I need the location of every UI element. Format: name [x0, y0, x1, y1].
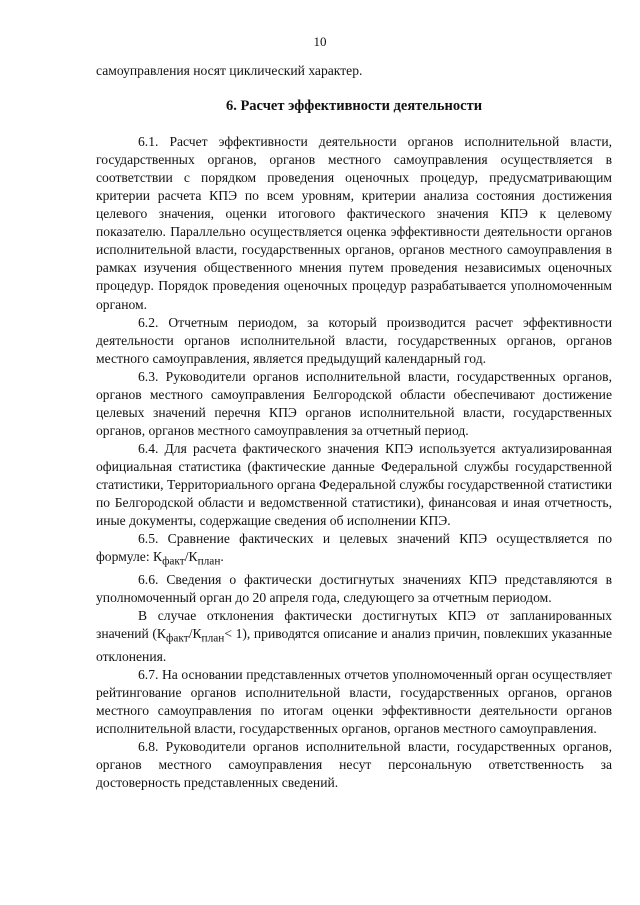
deviation-slash: /К	[188, 626, 202, 642]
page-number: 10	[313, 34, 327, 49]
formula-slash: /К	[184, 549, 198, 565]
paragraph-6-6: 6.6. Сведения о фактически достигнутых значениях КПЭ представляются в уполномоченный орган до 20 апреля года, следующего за отчетным периодом.	[96, 571, 612, 605]
paragraph-6-2: 6.2. Отчетным периодом, за который производится расчет эффективности деятельности органов исполнительной власти, государственных органов, органов местного самоуправления, является предыдущий календарный год.	[96, 314, 612, 366]
paragraph-6-8: 6.8. Руководители органов исполнительной власти, государственных органов, органов местного самоуправления несут персональную ответственность за достоверность представленных сведений.	[96, 739, 612, 791]
paragraph-deviation	[96, 607, 612, 666]
paragraph-6-5	[96, 530, 612, 571]
deviation-subscript-plan: план	[201, 632, 225, 645]
formula-subscript-fact: факт	[162, 555, 185, 568]
document-body	[96, 62, 612, 792]
paragraph-6-1: 6.1. Расчет эффективности деятельности органов исполнительной власти, государственных органов, органов местного самоуправления осуществляется в соответствии с порядком проведения оценочных процедур, предусматривающим критерии расчета КПЭ по всем уровням, критерии анализа состояния достижения целевого значения, оценки итогового фактического значения КПЭ к целевому показателю. Параллельно осуществляется оценка эффективности деятельности органов исполнительной власти, государственных органов, органов местного самоуправления в рамках изучения общественного мнения путем проведения независимых оценочных процедур. Порядок проведения оценочных процедур разрабатывается уполномоченным органом.	[96, 134, 612, 312]
formula-subscript-plan: план	[197, 555, 221, 568]
paragraph-6-4: 6.4. Для расчета фактического значения КПЭ используется актуализированная официальная статистика (фактические данные Федеральной службы государственной статистики, Территориального органа Федеральной службы государственной статистики по Белгородской области и ведомственной статистики), финансовая и иная отчетность, иные документы, содержащие сведения об исполнении КПЭ.	[96, 440, 612, 529]
paragraph-continuation: самоуправления носят циклический характер.	[96, 63, 363, 78]
deviation-subscript-fact: факт	[166, 632, 189, 645]
paragraph-deviation-text: В случае отклонения фактически достигнутых КПЭ от запланированных значений (К	[96, 608, 612, 642]
formula-end: .	[220, 549, 224, 565]
paragraph-6-7: 6.7. На основании представленных отчетов уполномоченный орган осуществляет рейтингование органов исполнительной власти, государственных органов, органов местного самоуправления по итогам оценки эффективности деятельности органов исполнительной власти, государственных органов, органов местного самоуправления.	[96, 666, 612, 737]
deviation-end: < 1), приводятся описание и анализ причин, повлекших указанные отклонения.	[96, 626, 612, 664]
paragraph-6-5-text: 6.5. Сравнение фактических и целевых значений КПЭ осуществляется по формуле: К	[96, 531, 612, 565]
section-title: 6. Расчет эффективности деятельности	[225, 98, 483, 115]
paragraph-6-3: 6.3. Руководители органов исполнительной власти, государственных органов, органов местного самоуправления Белгородской области обеспечивают достижение целевых значений перечня КПЭ органов исполнительной власти, государственных органов, органов местного самоуправления за отчетный период.	[96, 368, 612, 438]
